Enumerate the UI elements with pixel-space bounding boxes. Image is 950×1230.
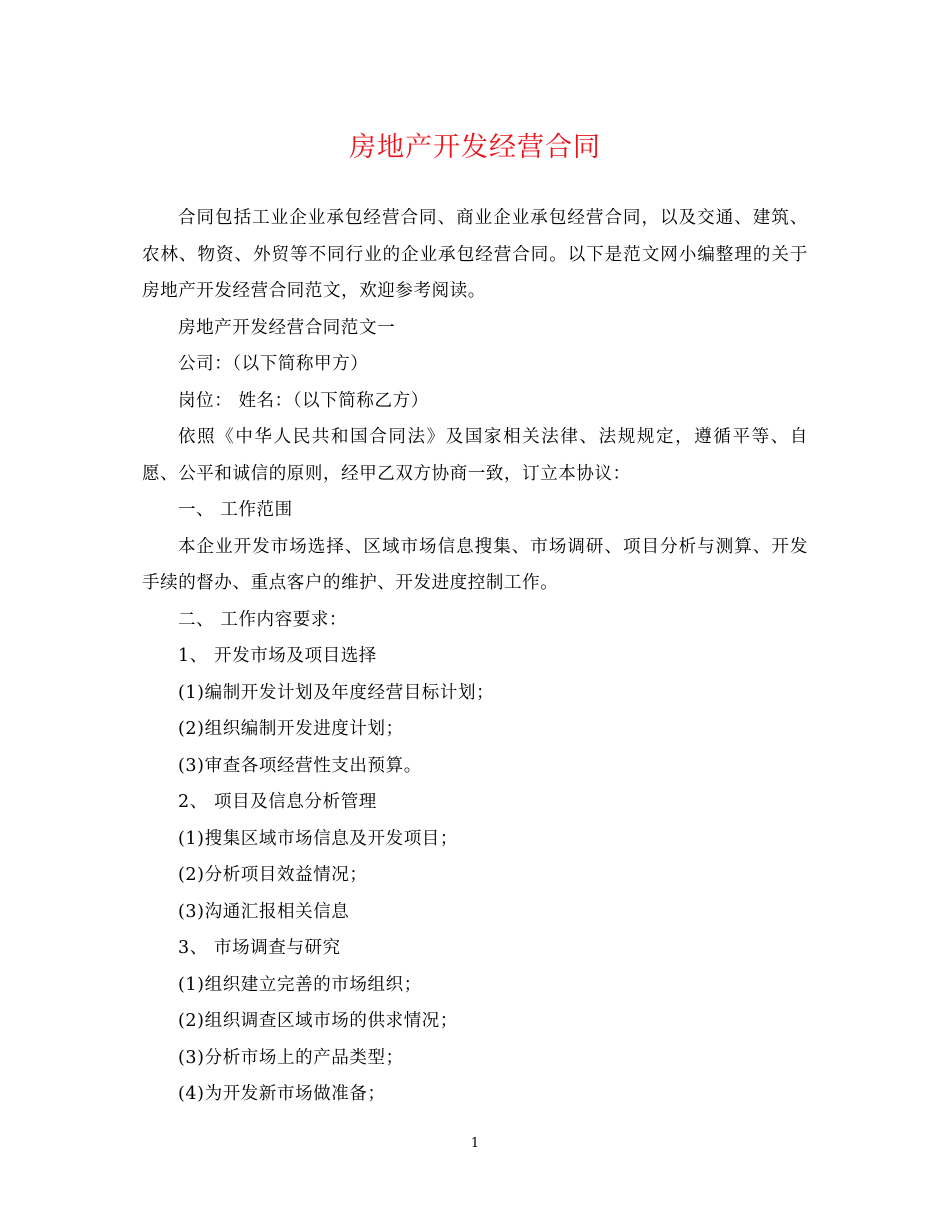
agreement-basis-paragraph: 依照《中华人民共和国合同法》及国家相关法律、法规规定，遵循平等、自愿、公平和诚信的原则，经甲乙双方协商一致，订立本协议： xyxy=(142,427,808,484)
section-heading-requirements: 二、 工作内容要求： xyxy=(178,609,348,630)
intro-paragraph: 合同包括工业企业承包经营合同、商业企业承包经营合同，以及交通、建筑、农林、物资、外贸等不同行业的企业承包经营合同。以下是范文网小编整理的关于房地产开发经营合同范文，欢迎参考阅读。 xyxy=(142,208,808,301)
subsection-heading: 3、 市场调查与研究 xyxy=(178,938,341,958)
page-number: 1 xyxy=(470,1136,480,1151)
party-a-line: 公司：（以下简称甲方） xyxy=(178,354,369,374)
document-body xyxy=(142,200,808,1113)
list-item: (4)为开发新市场做准备； xyxy=(178,1084,386,1104)
list-item: (2)组织编制开发进度计划； xyxy=(178,719,404,739)
list-item: (3)分析市场上的产品类型； xyxy=(178,1047,404,1068)
list-item: (2)组织调查区域市场的供求情况； xyxy=(178,1011,458,1031)
subsection-heading: 1、 开发市场及项目选择 xyxy=(178,646,377,666)
list-item: (1)搜集区域市场信息及开发项目； xyxy=(178,828,458,849)
scope-paragraph: 本企业开发市场选择、区域市场信息搜集、市场调研、项目分析与测算、开发手续的督办、重点客户的维护、开发进度控制工作。 xyxy=(142,536,808,593)
list-item: (2)分析项目效益情况； xyxy=(178,865,368,885)
party-b-line: 岗位： 姓名：（以下简称乙方） xyxy=(178,390,429,411)
document-title: 房地产开发经营合同 xyxy=(349,132,601,163)
sample-heading: 房地产开发经营合同范文一 xyxy=(178,317,396,338)
list-item: (3)沟通汇报相关信息 xyxy=(178,901,350,922)
section-heading-scope: 一、 工作范围 xyxy=(178,500,293,520)
list-item: (1)编制开发计划及年度经营目标计划； xyxy=(178,682,495,703)
list-item: (3)审查各项经营性支出预算。 xyxy=(178,755,422,776)
subsection-heading: 2、 项目及信息分析管理 xyxy=(178,792,377,812)
list-item: (1)组织建立完善的市场组织； xyxy=(178,974,422,995)
